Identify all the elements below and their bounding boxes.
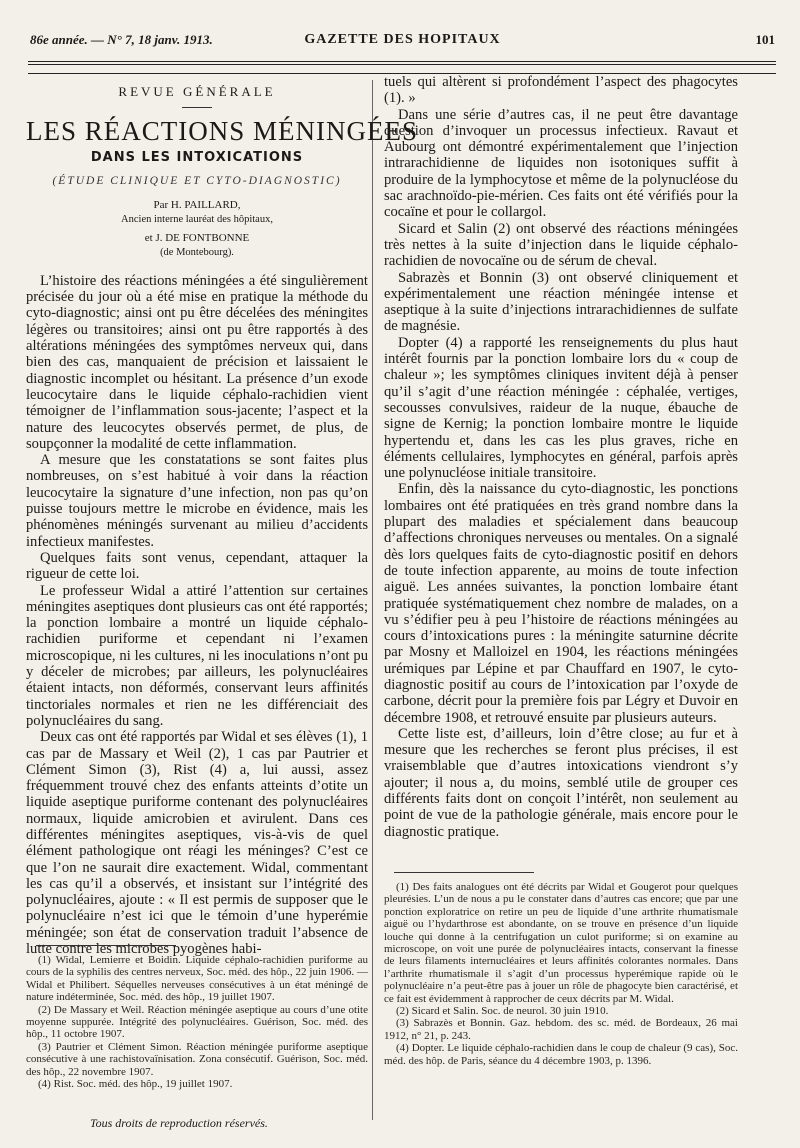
article-title: LES RÉACTIONS MÉNINGÉES — [26, 116, 418, 147]
issue-info: 86e année. — N° 7, 18 janv. 1913. — [30, 32, 213, 47]
right-column — [384, 74, 738, 840]
author-1: Par H. PAILLARD, — [153, 198, 241, 211]
footnotes-right — [384, 872, 738, 1067]
section-label: REVUE GÉNÉRALE — [118, 84, 276, 99]
header-rule — [28, 61, 776, 62]
paragraph-continuation: tuels qui altèrent si profondément l’aspect des phagocytes (1). » — [384, 74, 738, 107]
paragraph: L’histoire des réactions méningées a été singulièrement précisée du jour où a été mise en pratique la méthode du cyto-diagnostic; ainsi ont pu être décelées des méningites légères ou transitoires; ainsi ont pu être rapportés à des altérations méningées des symptômes nerveux qui, dans bien des cas, manquaient de précision et laissaient le diagnostic incomplet ou hésitant. La présence d’un exode leucocytaire dans le liquide céphalo-rachidien vient témoigner de l’inflammation sous-jacente; l’aspect et la nature des leucocytes observés permet, de plus, de soupçonner la modalité de cette inflammation. — [26, 272, 368, 452]
footnote: (3) Pautrier et Clément Simon. Réaction méningée puriforme aseptique consécutive à une rachistovaïnisation. Zona consécutif. Guérison, Soc. méd. des hôp., 22 novembre 1907. — [26, 1040, 368, 1078]
article-study-note: (ÉTUDE CLINIQUE ET CYTO-DIAGNOSTIC) — [52, 174, 342, 187]
paragraph: Deux cas ont été rapportés par Widal et ses élèves (1), 1 cas par de Massary et Weil (2), 1 cas par Pautrier et Clément Simon (3), Rist (4) a, lui aussi, assez fréquemment trouvé chez des enfants atteints d’otite un liquide aseptique puriforme contenant des polynucléaires normaux, liquide amicrobien et avirulent. Dans ces différentes méningites aseptiques, vis-à-vis de quel élément pathologique ont réagi les méninges? C’est ce que l’on ne saurait dire exactement. Widal, commentant les cas qu’il a observés, et insistant sur l’intégrité des polynucléaires, ajoute : « Il est permis de supposer que le polynucléaire n’est ici que le témoin d’une hyperémie méningée; son état de conservation traduit l’absence de lutte contre les microbes pyogènes habi- — [26, 729, 368, 958]
column-divider — [372, 80, 373, 1120]
paragraph: Dopter (4) a rapporté les renseignements du plus haut intérêt fournis par la ponction lombaire lors du « coup de chaleur »; les symptômes cliniques invitent déjà à penser qu’il s’agit d’une réaction méningée : céphalée, vertiges, secousses convulsives, raideur de la nuque, ébauche de signe de Kernig; la ponction lombaire montre le liquide hypertendu et, dans les cas les plus graves, riche en éléments cellulaires, lymphocytes en général, parfois après une polynucléose initiale transitoire. — [384, 334, 738, 482]
footnote: (2) De Massary et Weil. Réaction méningée aseptique au cours d’une otite moyenne suppurée. Intégrité des polynucléaires. Guérison, Soc. méd. des hôp., 11 octobre 1907. — [26, 1003, 368, 1041]
paragraph: Dans une série d’autres cas, il ne peut être davantage question d’invoquer un processus infectieux. Ravaut et Aubourg ont démontré expérimentalement que l’injection intrarachidienne de liquides non isotoniques suffit à produire de la lymphocytose et même de la polynucléose du sac arachnoïdo-pie-mérien. Ces faits ont été vérifiés pour la cocaïne et pour le collargol. — [384, 106, 738, 221]
paragraph: Sicard et Salin (2) ont observé des réactions méningées très nettes à la suite d’injection dans le liquide céphalo-rachidien de novocaïne ou de sérum de cheval. — [384, 220, 738, 270]
page-number: 101 — [755, 32, 775, 47]
footnote: (4) Dopter. Le liquide céphalo-rachidien dans le coup de chaleur (9 cas), Soc. méd. des hôp. de Paris, séance du 4 décembre 1903, p. 1396. — [384, 1042, 738, 1067]
left-column — [26, 84, 418, 958]
journal-title: GAZETTE DES HOPITAUX — [304, 32, 501, 47]
article-subtitle: DANS LES INTOXICATIONS — [90, 150, 304, 166]
paragraph: Enfin, dès la naissance du cyto-diagnostic, les ponctions lombaires ont été pratiquées en très grand nombre dans la plupart des maladies et spécialement dans beaucoup d’affections chroniques nerveuses ou mentales. On a signalé dès lors quelques faits de cyto-diagnostic positif en dehors de toute infection apparente, au moins de toute infection aiguë. Les années suivantes, la ponction lombaire étant pratiquée systématiquement chez nombre de malades, on a vu s’édifier peu à peu l’histoire de réactions méningées au cours d’intoxications pures : la méningite saturnine décrite par Mosny et Malloizel en 1904, les réactions méningées urémiques par Lépine et par Chauffard en 1907, le cyto-diagnostic positif au cours de l’intoxication par l’oxyde de carbone, décrit pour la première fois par Légry et Duvoir en décembre 1908, et retrouvé ensuite par plusieurs auteurs. — [384, 481, 738, 726]
footnote: (1) Widal, Lemierre et Boidin. Liquide céphalo-rachidien puriforme au cours de la syphilis des centres nerveux, Soc. méd. des hôp., 22 juin 1906. — Widal et Philibert. Séquelles nerveuses consécutives à un état méningé de nature indéterminée, Soc. méd. des hôp., 19 juillet 1907. — [26, 954, 368, 1004]
paragraph: Cette liste est, d’ailleurs, loin d’être close; au fur et à mesure que les recherches se feront plus précises, il est vraisemblable que d’autres intoxications viendront s’y ajouter; il nous a, du moins, semblé utile de grouper ces différents faits dont on conçoit l’intérêt, non seulement au point de vue de la pathologie générale, mais encore pour le diagnostic pratique. — [384, 725, 738, 840]
footnote: (3) Sabrazès et Bonnin. Gaz. hebdom. des sc. méd. de Bordeaux, 26 mai 1912, n° 21, p. 243. — [384, 1017, 738, 1042]
paragraph: Le professeur Widal a attiré l’attention sur certaines méningites aseptiques dont plusieurs cas ont été rapportés; la ponction lombaire a montré un liquide céphalo-rachidien puriforme et cependant ni l’examen microscopique, ni les cultures, ni les inoculations n’ont pu y déceler de microbes; par ailleurs, les polynucléaires étaient intacts, non déformés, conservant leurs affinités tinctoriales normales et rien ne les différenciait des polynucléaires du sang. — [26, 582, 368, 729]
footnote: (2) Sicard et Salin. Soc. de neurol. 30 juin 1910. — [396, 1005, 609, 1018]
paragraph: A mesure que les constatations se sont faites plus nombreuses, on s’est habitué à voir dans la réaction leucocytaire la signature d’une infection, non pas qu’on puisse toujours mettre le microbe en évidence, mais les phénomènes méningés survenant au milieu d’accidents infectieux manifestes. — [26, 452, 368, 550]
footnote: (4) Rist. Soc. méd. des hôp., 19 juillet 1907. — [38, 1078, 233, 1091]
footnote: (1) Des faits analogues ont été décrits par Widal et Gougerot pour quelques pleurésies. L’un de nous a pu le constater dans d’autres cas encore; que par une ponction exploratrice on retire un peu de liquide d’une arthrite rhumatismale aiguë ou l’hydarthrose est abondante, on se trouve en présence d’un liquide louche qui donne à la centrifugation un culot puriforme; si on examine au microscope, on voit une purée de polynucléaires intacts, conservant la finesse de leurs filaments internucléaires et leurs affinités colorantes normales. Dans l’arthrite rhumatismale il s’agit d’un processus hyperémique rapide où le polynucléaire n’a peut-être pas à jouer un rôle de phagocyte bien caractérisé, et ce fait est évidemment à rapprocher de ceux décrits par M. Widal. — [384, 881, 738, 1005]
author-2-place: (de Montebourg). — [160, 246, 234, 258]
author-2: et J. DE FONTBONNE — [144, 231, 250, 244]
footnotes-left — [26, 945, 368, 1090]
copyright-footer: Tous droits de reproduction réservés. — [90, 1116, 268, 1130]
page-header — [30, 30, 775, 58]
author-1-title: Ancien interne lauréat des hôpitaux, — [121, 213, 273, 225]
left-body — [26, 273, 368, 957]
paragraph: Sabrazès et Bonnin (3) ont observé cliniquement et expérimentalement une réaction méningée intense et aseptique à la suite d’injections intrarachidiennes de sulfate de magnésie. — [384, 269, 738, 335]
header-rule-2 — [28, 64, 776, 65]
title-ornament-rule — [182, 107, 212, 108]
paragraph: Quelques faits sont venus, cependant, attaquer la rigueur de cette loi. — [26, 549, 368, 583]
